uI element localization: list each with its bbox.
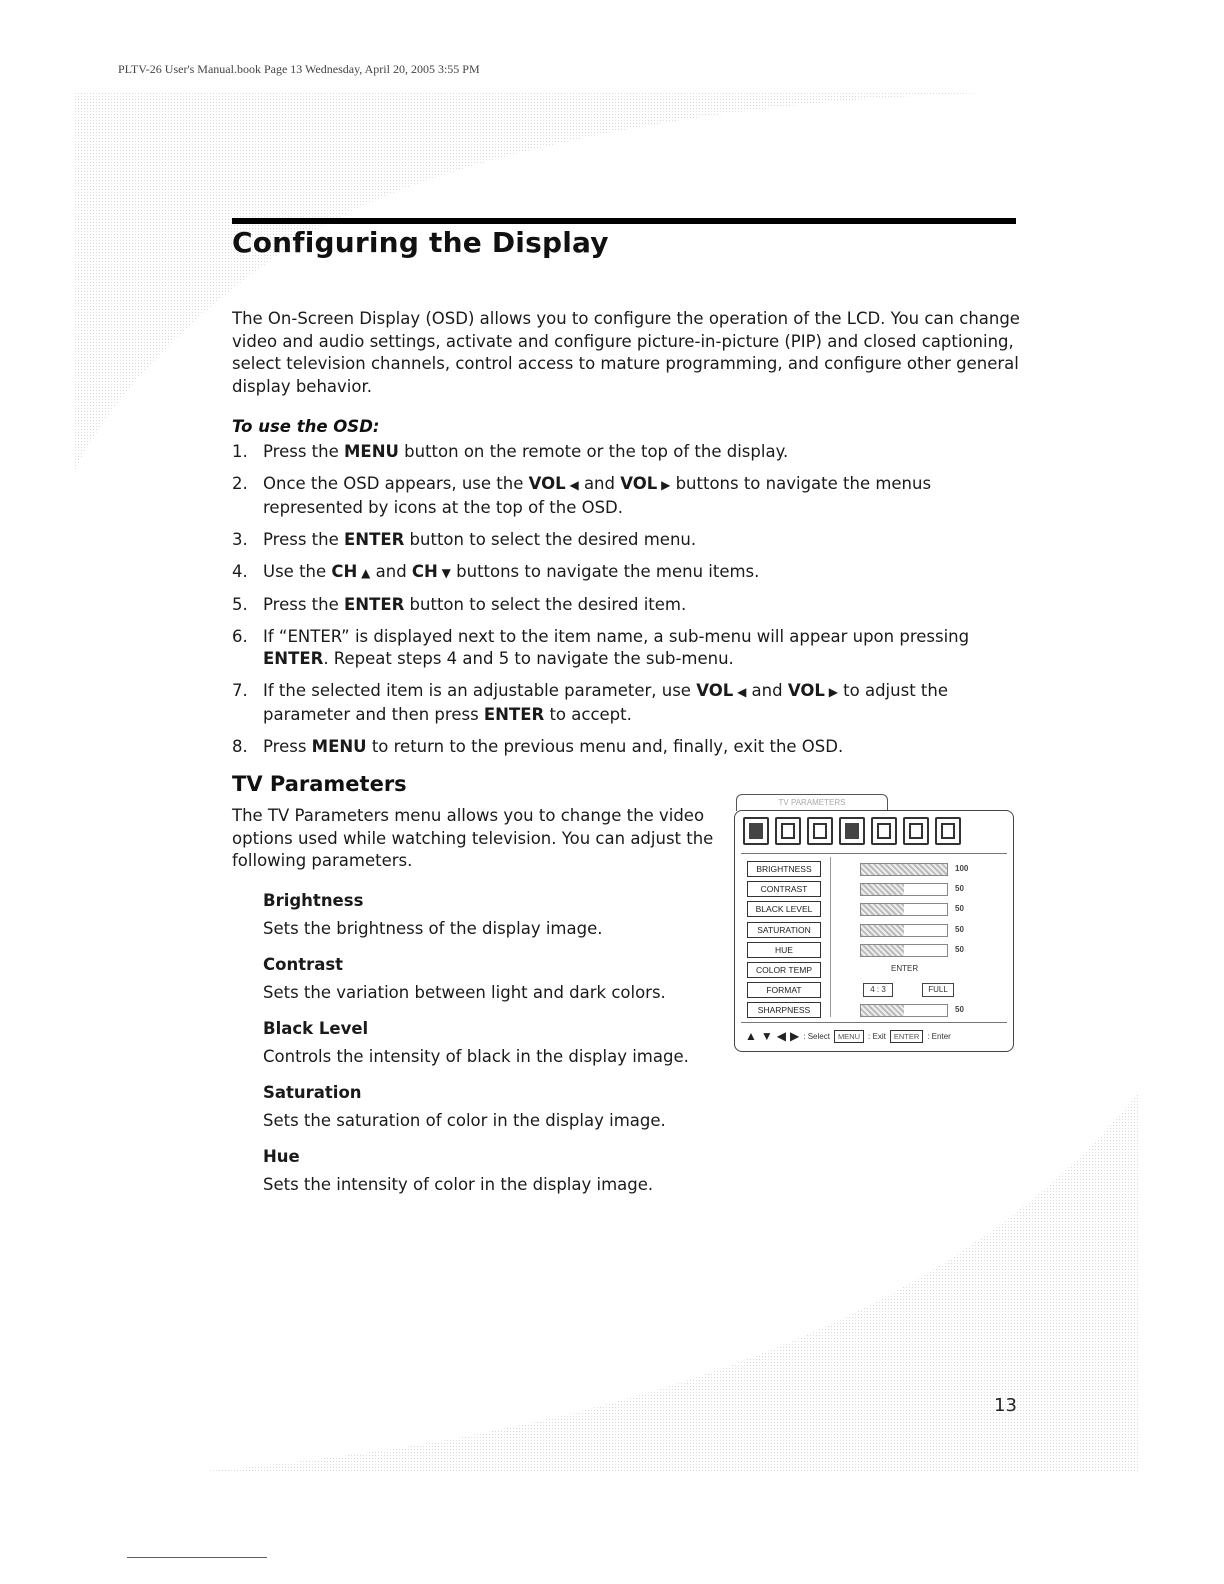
osd-bottom-divider — [741, 1022, 1007, 1023]
parameters-list — [263, 890, 783, 1210]
step-text: ▶ — [824, 685, 838, 699]
osd-level-bar — [860, 883, 948, 896]
step-number: 2. — [232, 474, 248, 493]
step-item — [232, 529, 1032, 552]
step-number: 4. — [232, 561, 248, 581]
osd-level-fill — [861, 884, 904, 895]
osd-level-bar — [860, 1004, 948, 1017]
parameter-entry — [263, 890, 783, 940]
osd-enter-text: ENTER — [891, 963, 919, 973]
step-key-term: CH — [331, 561, 358, 581]
step-text: Once the OSD appears, use the — [263, 474, 529, 493]
osd-row-value: 50 — [955, 904, 964, 914]
enter-key: ENTER — [890, 1030, 923, 1043]
step-number: 5. — [232, 594, 248, 614]
parameter-name: Contrast — [263, 955, 344, 974]
steps-list — [232, 441, 1032, 768]
step-text: Press the — [263, 442, 344, 461]
pip-icon — [775, 817, 801, 845]
osd-row — [747, 899, 1007, 919]
osd-row-label: COLOR TEMP — [747, 962, 821, 978]
parameter-description: Sets the variation between light and dark colors. — [263, 983, 666, 1002]
osd-row — [747, 879, 1007, 899]
parameter-name: Black Level — [263, 1019, 369, 1038]
parameter-entry — [263, 1146, 783, 1196]
osd-level-bar — [860, 903, 948, 916]
procedure-heading: To use the OSD: — [232, 417, 380, 436]
step-key-term: VOL — [528, 474, 566, 493]
osd-level-fill — [861, 904, 904, 915]
step-key-term: ENTER — [263, 649, 324, 668]
step-item — [232, 561, 1032, 585]
osd-level-fill — [861, 1005, 904, 1016]
speaker-icon — [807, 817, 833, 845]
step-key-term: MENU — [344, 442, 399, 461]
enter-label: : Enter — [927, 1031, 951, 1041]
osd-row-value: 50 — [955, 884, 964, 894]
parameter-name: Brightness — [263, 891, 364, 910]
step-number: 7. — [232, 681, 248, 700]
step-key-term: ENTER — [344, 594, 405, 614]
osd-level-bar — [860, 924, 948, 937]
tools-icon — [935, 817, 961, 845]
step-text: to return to the previous menu and, finally, exit the OSD. — [366, 736, 844, 756]
section-heading: TV Parameters — [232, 772, 407, 796]
step-text: ◀ — [733, 685, 747, 699]
step-text: button on the remote or the top of the display. — [398, 442, 789, 461]
step-number: 3. — [232, 529, 248, 549]
parameter-description: Sets the saturation of color in the display image. — [263, 1111, 666, 1130]
parameter-entry — [263, 1082, 783, 1132]
menu-key: MENU — [834, 1030, 864, 1043]
osd-divider — [741, 853, 1007, 854]
osd-row-label: SATURATION — [747, 922, 821, 938]
step-text: to adjust the parameter and then press — [263, 681, 948, 724]
step-number: 1. — [232, 442, 248, 461]
osd-row — [747, 960, 1007, 980]
osd-level-fill — [861, 864, 947, 875]
page-number: 13 — [994, 1395, 1017, 1416]
step-text: . Repeat steps 4 and 5 to navigate the sub-menu. — [323, 649, 734, 668]
parameter-entry — [263, 954, 783, 1004]
select-label: : Select — [803, 1031, 830, 1041]
step-text: and — [746, 681, 788, 700]
osd-row-label: SHARPNESS — [747, 1002, 821, 1018]
step-number: 6. — [232, 626, 248, 646]
step-item — [232, 680, 1032, 726]
osd-row — [747, 920, 1007, 940]
osd-row-label: BRIGHTNESS — [747, 861, 821, 877]
step-item — [232, 626, 1032, 671]
file-header: PLTV-26 User's Manual.book Page 13 Wednesday, April 20, 2005 3:55 PM — [118, 62, 480, 76]
osd-rows — [747, 859, 1007, 1021]
step-item — [232, 594, 1032, 617]
tv-icon — [743, 817, 769, 845]
monitor-icon — [839, 817, 865, 845]
osd-level-bar — [860, 863, 948, 876]
parameter-description: Sets the intensity of color in the display image. — [263, 1175, 654, 1194]
lock-icon — [903, 817, 929, 845]
step-key-term: ENTER — [344, 529, 405, 549]
osd-row-label: BLACK LEVEL — [747, 901, 821, 917]
step-text: Press — [263, 736, 312, 756]
osd-level-bar — [860, 944, 948, 957]
satellite-icon — [871, 817, 897, 845]
step-key-term: ENTER — [483, 704, 545, 724]
right-arrow-icon: ▶ — [790, 1029, 800, 1043]
osd-row — [747, 980, 1007, 1000]
step-text: If the selected item is an adjustable parameter, use — [263, 681, 697, 700]
osd-row-value: 100 — [955, 864, 969, 873]
footer-link-line — [127, 1557, 267, 1558]
osd-row-label: CONTRAST — [747, 881, 821, 897]
step-text: ▼ — [437, 565, 451, 580]
osd-level-fill — [861, 945, 904, 956]
left-arrow-icon: ◀ — [776, 1029, 787, 1043]
osd-row — [747, 1000, 1007, 1020]
osd-navigation-legend — [745, 1027, 1007, 1045]
osd-row-label: FORMAT — [747, 982, 821, 998]
title-rule — [232, 218, 1016, 224]
step-text: buttons to navigate the menu items. — [450, 561, 760, 581]
osd-format-option: 4 : 3 — [863, 983, 893, 997]
step-text: to accept. — [544, 704, 632, 724]
page-title: Configuring the Display — [232, 226, 609, 259]
osd-row-label: HUE — [747, 942, 821, 958]
osd-row-value: 50 — [955, 1005, 964, 1015]
exit-label: : Exit — [868, 1031, 886, 1041]
parameter-entry — [263, 1018, 783, 1068]
step-text: Press the — [263, 529, 344, 549]
step-key-term: VOL — [620, 474, 658, 493]
step-text: Use the — [263, 561, 332, 581]
parameter-description: Sets the brightness of the display image. — [263, 919, 603, 938]
parameter-name: Hue — [263, 1147, 300, 1166]
osd-row — [747, 859, 1007, 879]
step-key-term: VOL — [787, 681, 825, 700]
osd-level-fill — [861, 925, 904, 936]
parameter-name: Saturation — [263, 1083, 362, 1102]
step-item — [232, 736, 1032, 759]
step-text: ◀ — [565, 478, 579, 492]
step-number: 8. — [232, 736, 248, 756]
osd-format-option: FULL — [922, 983, 954, 997]
step-key-term: VOL — [696, 681, 734, 700]
intro-paragraph: The On-Screen Display (OSD) allows you to configure the operation of the LCD. You can change video and audio settings, activate and configure picture-in-picture (PIP) and closed captioning, select television channels, control access to mature programming, and configure other general display behavior. — [232, 309, 1020, 396]
parameter-description: Controls the intensity of black in the display image. — [263, 1047, 689, 1066]
section-intro: The TV Parameters menu allows you to change the video options used while watching television. You can adjust the following parameters. — [232, 806, 714, 870]
osd-illustration — [734, 794, 1014, 1052]
step-text: and — [578, 474, 621, 493]
osd-menu-icons — [743, 817, 1007, 851]
down-arrow-icon: ▼ — [760, 1029, 773, 1043]
step-item — [232, 441, 1032, 464]
osd-row-value: 50 — [955, 944, 964, 954]
osd-panel — [734, 810, 1014, 1052]
step-text: ▲ — [357, 565, 371, 580]
step-item — [232, 473, 1032, 519]
step-text: button to select the desired menu. — [404, 529, 697, 549]
up-arrow-icon: ▲ — [745, 1029, 757, 1043]
step-text: buttons to navigate the menus represented by icons at the top of the OSD. — [263, 474, 932, 517]
step-key-term: CH — [411, 561, 438, 581]
step-text: Press the — [263, 594, 344, 614]
step-text: and — [370, 561, 412, 581]
step-key-term: MENU — [311, 736, 367, 756]
step-text: button to select the desired item. — [404, 594, 687, 614]
osd-row-value: 50 — [955, 924, 964, 934]
step-text: ▶ — [657, 478, 671, 492]
step-text: If “ENTER” is displayed next to the item name, a sub-menu will appear upon pressing — [263, 626, 970, 646]
osd-tab-label: TV PARAMETERS — [736, 794, 888, 811]
osd-row — [747, 940, 1007, 960]
